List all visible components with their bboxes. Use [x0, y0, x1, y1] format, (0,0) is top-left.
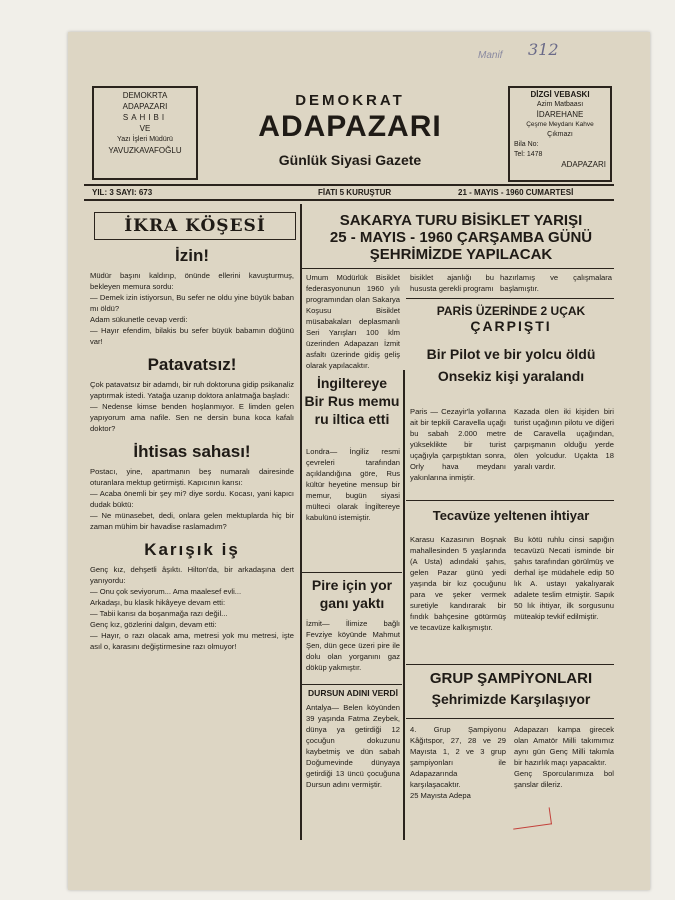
group-subhead: Şehrimizde Karşılaşıyor: [431, 691, 591, 707]
owner-box: [92, 86, 198, 180]
uk-text: Londra— İngiliz resmi çevreleri tarafından açıklandığına göre, Rus kültür heyetine mensup bir memur, bugün siyasi mülteci olarak İngiltereye kabulünü istemiştir.: [306, 447, 400, 522]
uk-headline: [304, 374, 400, 444]
joke-title: Patavatsız!: [147, 355, 237, 374]
owner-line: YAVUZKAVAFOĞLU: [108, 146, 182, 155]
printing-line: ADAPAZARI: [561, 160, 606, 169]
dursun-headline: DURSUN ADINI VERDİ: [308, 688, 398, 698]
paris-headline-line: ÇARPIŞTI: [470, 318, 552, 334]
joke-text: Postacı, yine, apartmanın beş numaralı dairesinde oturanlara mektup getirmişti. Kapıcının karısı: — Acaba önemli bir şey mi? diye sordu. Kocası, yani kapıcı dudak büktü: — Ne münasebet, dedi, onlara gelen mektuplarda hiç bir zaman mühim bir havadise raslamadım?: [90, 467, 294, 531]
price: FİATI 5 KURUŞTUR: [318, 188, 392, 197]
paris-headline: [408, 304, 614, 404]
owner-line: VE: [139, 124, 151, 133]
printing-line: DİZGİ VEBASKI: [530, 90, 590, 99]
uk-headline-line: Bir Rus memu: [304, 393, 400, 409]
section-rule: [406, 718, 614, 719]
joke-title: İzin!: [175, 246, 209, 265]
owner-line: DEMOKRTA: [122, 91, 168, 100]
printing-line: Çıkmazı: [547, 131, 573, 138]
joke-title: İhtisas sahası!: [133, 442, 251, 461]
column-rule: [300, 204, 302, 840]
bicycle-headline-line: 25 - MAYIS - 1960 ÇARŞAMBA GÜNÜ: [329, 229, 593, 246]
masthead-name: DEMOKRAT: [295, 92, 405, 109]
uk-headline-line: İngiltereye: [316, 375, 388, 391]
section-rule: [406, 664, 614, 665]
owner-line: ADAPAZARI: [122, 102, 168, 111]
joke-text: Çok patavatsız bir adamdı, bir ruh doktoruna gidip psikanaliz yaptırmak istedi. Yatağa uzanıp doktora anlatmağa başladı: — Nedense kimse benden hoşlanmıyor. E limden gelen yapıyorum ama nafile. Sen ne dersin buna koca kafalı doktor?: [90, 380, 294, 433]
joke-text: Müdür başını kaldırıp, önünde ellerini kavuşturmuş, bekleyen memura sordu: — Demek izin istiyorsun, Bu sefer ne oldu yine büyük baban mı öldü? Adam sükunetle cevap verdi: — Hayır efendim, bilakis bu sefer büyük babamın düğünü var!: [90, 271, 294, 346]
ikra-column: [90, 244, 294, 844]
group-text: Adapazarı kampa girecek olan Amatör Milli takımımız aynı gün Genç Milli takımla bir hazırlık maçı yapacaktır. Genç Sporcularımıza bol şanslar dileriz.: [514, 725, 614, 789]
group-headline: [408, 670, 614, 720]
section-rule: [302, 268, 614, 269]
paris-text: Kazada ölen iki kişiden biri turist uçağının pilotu ve diğeri de Caravella uçağından, çarpışmanın olduğu yerde ölen yolcudur. Uçakta 18 yaralı vardır.: [514, 407, 614, 471]
dateline-rule-bottom: [84, 199, 614, 201]
uk-headline-line: ru iltica etti: [314, 411, 390, 427]
printing-line: İDAREHANE: [536, 110, 584, 119]
printing-line: Tel: 1478: [514, 151, 543, 158]
section-rule: [302, 572, 402, 573]
bicycle-text: Umum Müdürlük Bisiklet federasyonunun 1960 yılı programından olan Sakarya Koşusu Bisiklet müsabakaları deplasmanlı Seri Yarışları 100 klm üzerinden Adapazarı İzmit asfaltı üzerinde gidiş geliş olarak yapılacaktır.: [306, 273, 400, 370]
handwritten-number: 312: [528, 40, 559, 59]
assault-text: Bu kötü ruhlu cinsi sapığın tecavüzü Necati isminde bir şahıs tarafından görülmüş ve derhal işe müdahele edip 50 lık A. ustayı yakalıyarak adalete teslim etmiştir. Sapık 50 lık ihtiyar, ilk sorgusunu müteakip tevkif edilmiştir.: [514, 535, 614, 621]
issue-date: 21 - MAYIS - 1960 CUMARTESİ: [458, 188, 574, 197]
column-rule: [403, 370, 405, 840]
masthead-title: ADAPAZARI: [258, 110, 442, 143]
printing-line: Azim Matbaası: [536, 101, 584, 108]
flea-headline: [304, 576, 400, 616]
printing-line: Çeşme Meydanı Kahve: [526, 121, 594, 128]
group-text: 4. Grup Şampiyonu Kâğıtspor, 27, 28 ve 29 Mayısta 1, 2 ve 3 grup şampiyonları ile Adapazarında karşılaşacaktır. 25 Mayısta Adepa: [410, 725, 506, 800]
section-rule: [302, 684, 402, 685]
printing-line: Bila No:: [514, 141, 539, 148]
section-rule: [406, 298, 614, 299]
assault-text: Karasu Kazasının Boşnak mahallesinden 5 yaşlarında (A Usta) adındaki şahıs, gelen Pazar günü yedi yaşında bir kız çocuğunu para ve şeker vermek suretiyle kandırarak bir fındık bahçesine götürmüş ve tecavüze kalkışmıştır.: [410, 535, 506, 632]
issue-number: YIL: 3 SAYI: 673: [92, 188, 153, 197]
bicycle-text: bisiklet ajanlığı bu hususta gerekli programı: [410, 273, 494, 293]
printing-box: [508, 86, 612, 182]
ikra-banner: İKRA KÖŞESİ: [94, 212, 296, 240]
flea-headline-line: Pire için yor: [311, 577, 393, 593]
group-headline-line: GRUP ŞAMPİYONLARI: [429, 670, 593, 687]
paris-subhead-line: Bir Pilot ve bir yolcu öldü: [426, 346, 596, 362]
paris-text: Paris — Cezayir'la yollarına ait bir tepkili Caravella uçağı bu sabah 2.000 metre yükseklikte bir turist uçağıyla çarpıştıktan sonra, Orly hava meydanı yakınlarına inmiştir.: [410, 407, 506, 482]
bicycle-headline: [304, 212, 618, 268]
bicycle-headline-line: ŞEHRİMİZDE YAPILACAK: [369, 246, 553, 263]
bicycle-text: hazırlamış ve çalışmalara başlamıştır.: [500, 273, 612, 293]
paris-headline-line: PARİS ÜZERİNDE 2 UÇAK: [436, 304, 586, 318]
flea-headline-line: ganı yaktı: [319, 595, 385, 611]
assault-headline: Tecavüze yeltenen ihtiyar: [432, 508, 590, 523]
handwritten-note: Manif: [478, 50, 503, 61]
owner-line: Yazı İşleri Müdürü: [117, 136, 173, 143]
paris-subhead-line: Onsekiz kişi yaralandı: [437, 368, 585, 384]
masthead-subtitle: Günlük Siyasi Gazete: [278, 152, 422, 168]
joke-title: Karışık iş: [144, 540, 240, 559]
owner-line: SAHIBI: [122, 113, 168, 122]
section-rule: [406, 500, 614, 501]
bicycle-headline-line: SAKARYA TURU BİSİKLET YARIŞI: [339, 212, 583, 229]
dursun-text: Antalya— Belen köyünden 39 yaşında Fatma Zeybek, dünya ya getirdiği 12 çocuğun dokuzunu kaybetmiş ve dün sabah Doğumevinde dünyaya getirdiği 13 üncü çocuğuna Dursun adını vermiştir.: [306, 703, 400, 789]
joke-text: Genç kız, dehşetli âşıktı. Hilton'da, bir arkadaşına dert yanıyordu: — Onu çok seviyorum... Ama maalesef evli... Arkadaşı, bu klasik hikâyeye devam etti: — Tabii karısı da boşanmağa razı değil... Genç kız, gözlerini dalgın, devam etti: — Hayır, o razı olacak ama, metresi yok mu metresi, işte asıl o, karasını değiştirmesine razı olmuyor!: [90, 565, 294, 651]
flea-text: İzmit— İlimize bağlı Fevziye köyünde Mahmut Şen, dün gece üzeri pire ile dolu olan yorganını gaz döküp yakmıştır.: [306, 619, 400, 672]
dateline-rule-top: [84, 184, 614, 186]
